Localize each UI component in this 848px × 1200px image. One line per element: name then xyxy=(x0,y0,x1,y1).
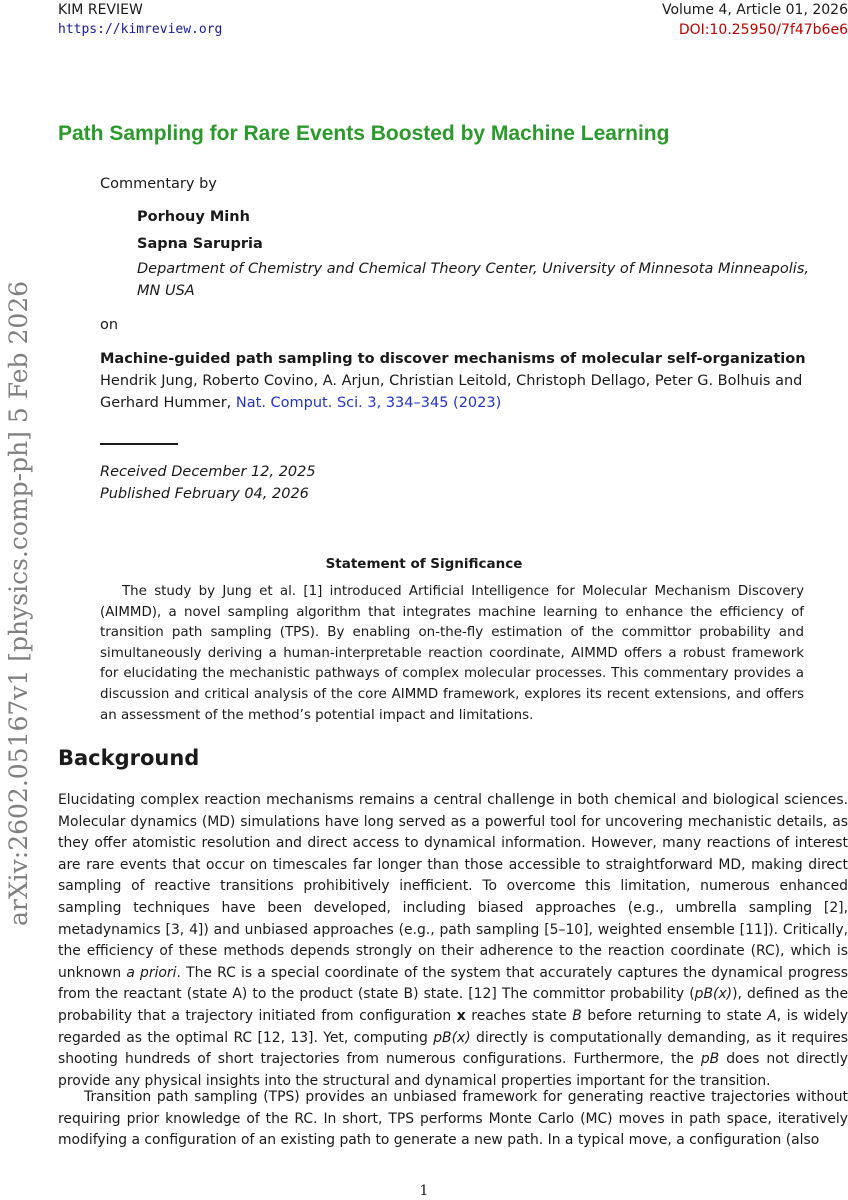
journal-name: KIM REVIEW xyxy=(58,2,143,18)
math-pB: pB xyxy=(700,1051,720,1068)
reviewed-paper-authors-2-text: Gerhard Hummer, xyxy=(100,395,232,411)
background-paragraph-1 xyxy=(58,790,848,1092)
reviewed-paper-authors-2 xyxy=(100,392,501,414)
doi-link[interactable]: DOI:10.25950/7f47b6e6 xyxy=(678,22,848,38)
math-x: x xyxy=(456,1007,466,1024)
math-pB-x-2: pB(x) xyxy=(433,1029,471,1046)
math-pB-x: pB(x) xyxy=(694,986,733,1003)
volume-info: Volume 4, Article 01, 2026 xyxy=(661,2,848,18)
arxiv-stamp-text: arXiv:2602.05167v1 [physics.comp-ph] 5 Feb 2026 xyxy=(4,280,33,926)
running-header-right xyxy=(662,0,848,40)
math-B: B xyxy=(572,1007,582,1024)
reviewed-paper-authors-1: Hendrik Jung, Roberto Covino, A. Arjun, Christian Leitold, Christoph Dellago, Peter G. Bolhuis and xyxy=(100,373,803,389)
journal-url-link[interactable]: https://kimreview.org xyxy=(58,22,223,37)
bg-p1-g: directly is computationally demanding, as it requires shooting hundreds of short trajectories from numerous configurations. Furthermore, the xyxy=(58,1029,848,1068)
bg-p1-d: reaches state xyxy=(471,1007,567,1024)
page-number: 1 xyxy=(419,1183,429,1199)
page-title: Path Sampling for Rare Events Boosted by Machine Learning xyxy=(58,122,670,145)
bg-p1-e: before returning to state xyxy=(587,1007,762,1024)
running-header-left xyxy=(58,0,222,40)
math-A: A xyxy=(767,1007,777,1024)
a-priori-emphasis: a priori xyxy=(126,964,177,981)
affiliation-line-1: Department of Chemistry and Chemical Theory Center, University of Minnesota Minneapolis, xyxy=(137,261,809,277)
published-date: Published February 04, 2026 xyxy=(100,486,309,502)
bg-p1-h: does not directly provide any physical insights into the structural and dynamical properties important for the transition. xyxy=(58,1051,848,1089)
separator-rule xyxy=(100,443,178,445)
commentary-by-label: Commentary by xyxy=(100,176,217,192)
author-1: Porhouy Minh xyxy=(137,209,250,225)
citation-link[interactable]: Nat. Comput. Sci. 3, 334–345 (2023) xyxy=(235,395,502,411)
received-date: Received December 12, 2025 xyxy=(100,464,316,480)
significance-text: The study by Jung et al. [1] introduced Artificial Intelligence for Molecular Mechanism Discovery (AIMMD), a novel sampling algorithm that integrates machine learning to enhance the efficiency of transition path sampling (TPS). By enabling on-the-fly estimation of the committor probability and simultaneously deriving a human-interpretable reaction coordinate, AIMMD offers a robust framework for elucidating the mechanistic pathways of complex molecular processes. This commentary provides a discussion and critical analysis of the core AIMMD framework, explores its recent extensions, and offers an assessment of the method’s potential impact and limitations. xyxy=(100,584,804,723)
bg-p1-c: ), defined as the probability that a trajectory initiated from configuration xyxy=(58,986,848,1024)
on-label: on xyxy=(100,317,119,333)
affiliation-line-2: MN USA xyxy=(137,283,195,299)
bg-p1-a: Elucidating complex reaction mechanisms remains a central challenge in both chemical and biological sciences. Molecular dynamics (MD) simulations have long served as a powerful tool for uncovering mechanistic details, as they offer atomistic resolution and direct access to dynamical information. However, many reactions of interest are rare events that occur on timescales far longer than those accessible to straightforward MD, making direct sampling of reactive transitions prohibitively inefficient. To overcome this limitation, numerous enhanced sampling techniques have been developed, including biased approaches (e.g., umbrella sampling [2], metadynamics [3, 4]) and unbiased approaches (e.g., path sampling [5–10], weighted ensemble [11]). Critically, the efficiency of these methods depends strongly on their adherence to the reaction coordinate (RC), which is unknown xyxy=(58,792,848,981)
bg-p1-f: , is widely regarded as the optimal RC [12, 13]. Yet, computing xyxy=(58,1007,848,1046)
background-paragraph-2: Transition path sampling (TPS) provides an unbiased framework for generating reactive trajectories without requiring prior knowledge of the RC. In short, TPS performs Monte Carlo (MC) moves in path space, iteratively modifying a configuration of an existing path to generate a new path. In a typical move, a configuration (also xyxy=(58,1089,848,1149)
bg-p1-b: . The RC is a special coordinate of the system that accurately captures the dynamical progress from the reactant (state A) to the product (state B) state. [12] The committor probability ( xyxy=(58,964,848,1003)
author-2: Sapna Sarupria xyxy=(137,236,263,252)
arxiv-stamp xyxy=(0,0,40,930)
background-heading: Background xyxy=(58,746,200,770)
reviewed-paper-title: Machine-guided path sampling to discover mechanisms of molecular self-organization xyxy=(100,351,806,367)
significance-heading: Statement of Significance xyxy=(325,556,523,572)
